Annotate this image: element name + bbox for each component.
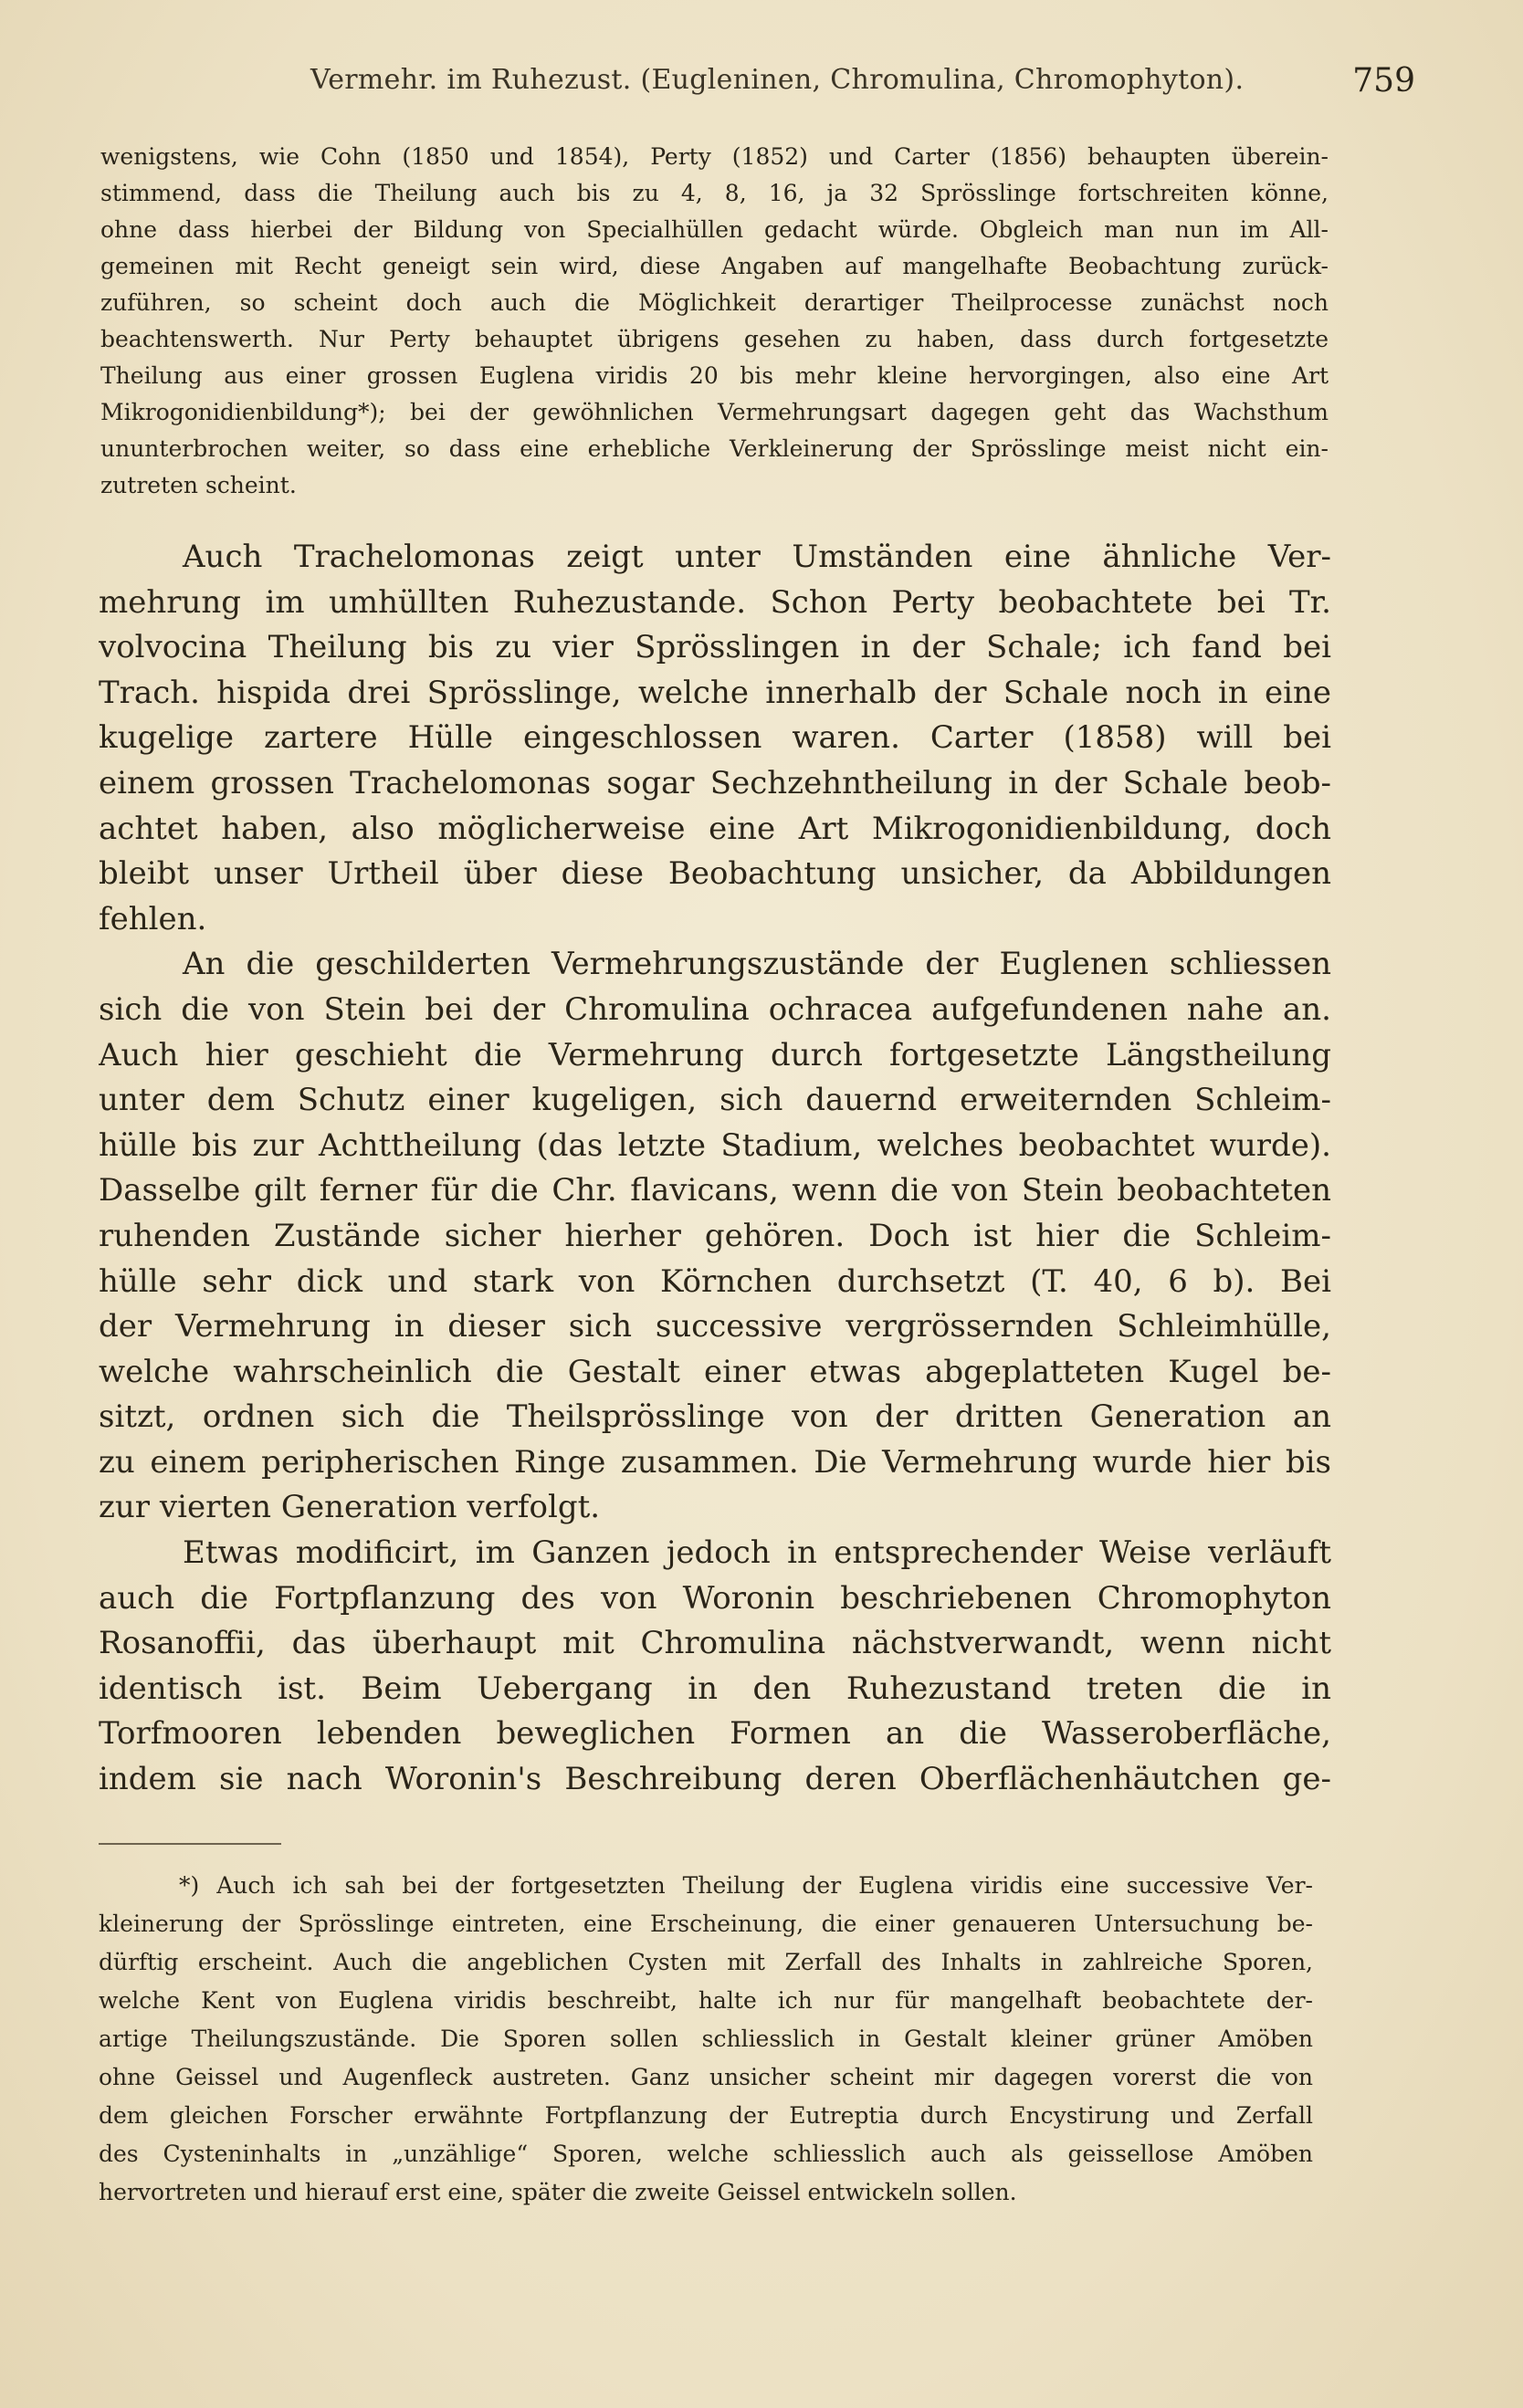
text-line: zur vierten Generation verfolgt. (99, 1489, 601, 1526)
text-line: Auch hier geschieht die Vermehrung durch fortgesetzte Längstheilung (99, 1036, 1331, 1073)
text-line: fehlen. (99, 900, 207, 937)
text-line: beachtenswerth. Nur Perty behauptet übrigens gesehen zu haben, dass durch fortgesetzte (100, 326, 1329, 352)
text-line: ununterbrochen weiter, so dass eine erhebliche Verkleinerung der Sprösslinge meist nicht ein- (100, 435, 1329, 462)
text-line: Torfmooren lebenden beweglichen Formen an die Wasseroberfläche, (99, 1715, 1331, 1753)
main-text (99, 535, 1331, 1803)
text-line: Auch Trachelomonas zeigt unter Umständen eine ähnliche Ver- (183, 539, 1331, 575)
paragraph-trachelomonas (99, 535, 1331, 942)
footnote-line: ohne Geissel und Augenfleck austreten. Ganz unsicher scheint mir dagegen vorerst die von (99, 2064, 1313, 2090)
text-line: Etwas modificirt, im Ganzen jedoch in entsprechender Weise verläuft (183, 1534, 1331, 1572)
text-line: ohne dass hierbei der Bildung von Specialhüllen gedacht würde. Obgleich man nun im All- (100, 216, 1329, 243)
text-line: Rosanoffii, das überhaupt mit Chromulina nächstverwandt, wenn nicht (99, 1625, 1331, 1662)
paragraph-chromophyton (99, 1531, 1331, 1803)
text-line: sitzt, ordnen sich die Theilsprösslinge von der dritten Generation an (99, 1398, 1331, 1436)
text-line: Trach. hispida drei Sprösslinge, welche innerhalb der Schale noch in eine (99, 674, 1331, 711)
text-line: ruhenden Zustände sicher hierher gehören. Doch ist hier die Schleim- (99, 1217, 1331, 1254)
text-line: der Vermehrung in dieser sich successive vergrössernden Schleimhülle, (99, 1308, 1331, 1345)
footnote-line: welche Kent von Euglena viridis beschreibt, halte ich nur für mangelhaft beobachtete der- (99, 1987, 1313, 2014)
text-line: wenigstens, wie Cohn (1850 und 1854), Perty (1852) und Carter (1856) behaupten überein- (100, 143, 1329, 170)
text-line: Mikrogonidienbildung*); bei der gewöhnlichen Vermehrungsart dagegen geht das Wachsthum (100, 399, 1329, 425)
text-line: mehrung im umhüllten Ruhezustande. Schon Perty beobachtete bei Tr. (99, 583, 1331, 621)
footnote-line: kleinerung der Sprösslinge eintreten, eine Erscheinung, die einer genaueren Untersuchung be- (99, 1911, 1313, 1937)
footnote (99, 1867, 1313, 2212)
footnote-line: des Cysteninhalts in „unzählige“ Sporen, welche schliesslich auch als geissellose Amöben (99, 2141, 1313, 2167)
text-line: welche wahrscheinlich die Gestalt einer etwas abgeplatteten Kugel be- (99, 1353, 1331, 1390)
footnote-line: *) Auch ich sah bei der fortgesetzten Theilung der Euglena viridis eine successive Ver- (179, 1872, 1313, 1899)
text-line: sich die von Stein bei der Chromulina ochracea aufgefundenen nahe an. (99, 990, 1331, 1028)
text-line: gemeinen mit Recht geneigt sein wird, diese Angaben auf mangelhafte Beobachtung zurück- (100, 253, 1329, 279)
text-line: Theilung aus einer grossen Euglena viridis 20 bis mehr kleine hervorgingen, also eine Art (100, 362, 1329, 389)
text-line: einem grossen Trachelomonas sogar Sechzehntheilung in der Schale beob- (99, 764, 1331, 801)
page-header (100, 57, 1415, 111)
footnote-line: artige Theilungszustände. Die Sporen sollen schliesslich in Gestalt kleiner grüner Amöben (99, 2026, 1313, 2052)
footnote-divider (99, 1843, 281, 1845)
text-line: zu einem peripherischen Ringe zusammen. Die Vermehrung wurde hier bis (99, 1443, 1331, 1481)
running-head: Vermehr. im Ruhezust. (Eugleninen, Chromulina, Chromophyton). (310, 64, 1245, 96)
text-line: zutreten scheint. (100, 472, 297, 498)
text-line: Dasselbe gilt ferner für die Chr. flavicans, wenn die von Stein beobachteten (99, 1172, 1331, 1209)
page-number: 759 (1352, 62, 1415, 99)
text-line: hülle sehr dick und stark von Körnchen durchsetzt (T. 40, 6 b). Bei (99, 1262, 1331, 1300)
text-line: auch die Fortpflanzung des von Woronin beschriebenen Chromophyton (99, 1579, 1331, 1617)
footnote-line: dem gleichen Forscher erwähnte Fortpflanzung der Eutreptia durch Encystirung und Zerfall (99, 2102, 1313, 2129)
text-line: achtet haben, also möglicherweise eine Art Mikrogonidienbildung, doch (99, 810, 1331, 847)
text-line: stimmend, dass die Theilung auch bis zu 4, 8, 16, ja 32 Sprösslinge fortschreiten könne, (100, 180, 1329, 206)
text-line: unter dem Schutz einer kugeligen, sich dauernd erweiternden Schleim- (99, 1082, 1331, 1119)
text-line: zuführen, so scheint doch auch die Möglichkeit derartiger Theilprocesse zunächst noch (100, 289, 1329, 316)
text-line: indem sie nach Woronin's Beschreibung deren Oberflächenhäutchen ge- (99, 1761, 1331, 1798)
continued-paragraph (100, 139, 1329, 504)
text-line: hülle bis zur Achttheilung (das letzte Stadium, welches beobachtet wurde). (99, 1126, 1331, 1164)
text-line: bleibt unser Urtheil über diese Beobachtung unsicher, da Abbildungen (99, 855, 1331, 893)
footnote-line: dürftig erscheint. Auch die angeblichen Cysten mit Zerfall des Inhalts in zahlreiche Sporen, (99, 1949, 1313, 1975)
footnote-line: hervortreten und hierauf erst eine, später die zweite Geissel entwickeln sollen. (99, 2179, 1017, 2205)
text-line: An die geschilderten Vermehrungszustände der Euglenen schliessen (183, 946, 1331, 983)
text-line: kugelige zartere Hülle eingeschlossen waren. Carter (1858) will bei (99, 719, 1331, 757)
text-line: identisch ist. Beim Uebergang in den Ruhezustand treten die in (99, 1670, 1331, 1707)
text-line: volvocina Theilung bis zu vier Sprösslingen in der Schale; ich fand bei (99, 629, 1331, 666)
paragraph-chromulina (99, 942, 1331, 1531)
